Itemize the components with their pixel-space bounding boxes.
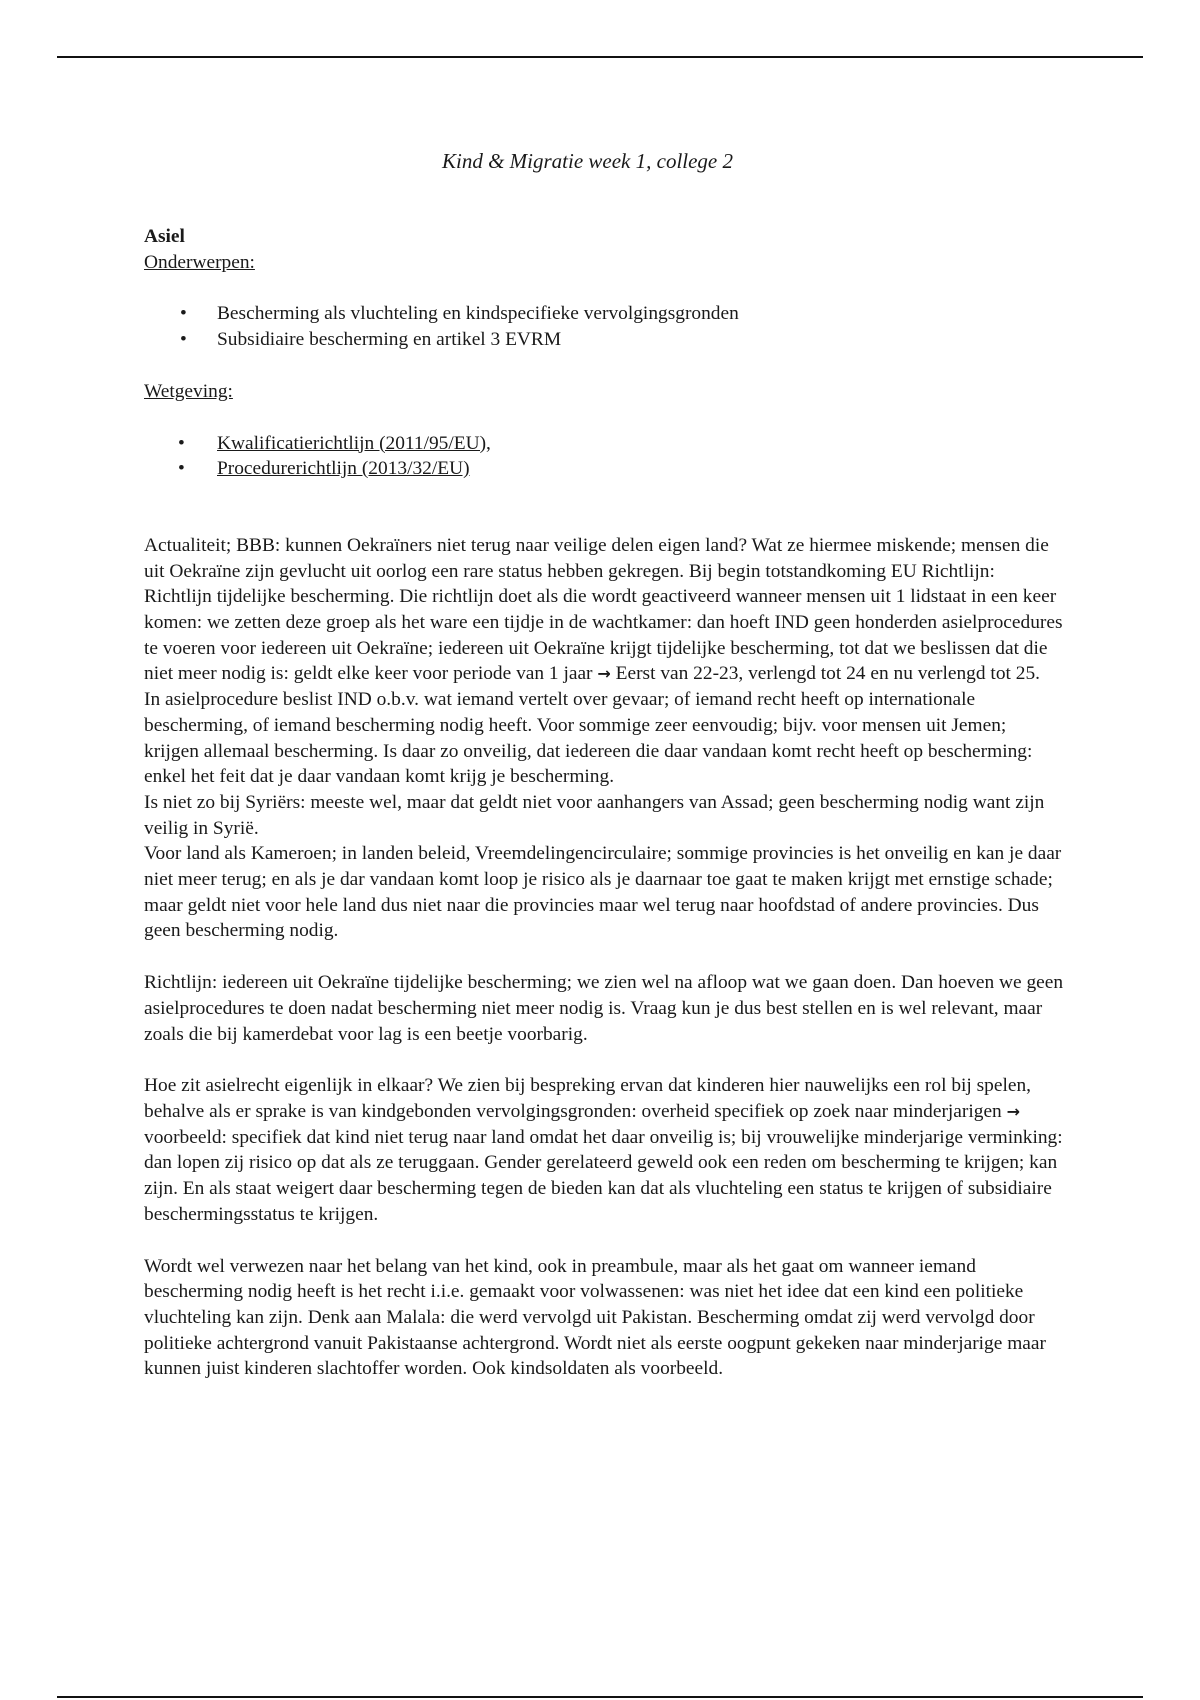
list-item: • Kwalificatierichtlijn (2011/95/EU),	[144, 431, 1064, 457]
top-rule	[57, 56, 1143, 58]
paragraph-actualiteit: Actualiteit; BBB: kunnen Oekraïners niet terug naar veilige delen eigen land? Wat ze hiermee miskende; mensen die uit Oekraïne zijn gevlucht uit oorlog een rare status hebben gekregen. Bij begin totstandkoming EU Richtlijn: Richtlijn tijdelijke bescherming. Die richtlijn doet als die wordt geactiveerd wanneer mensen uit 1 lidstaat in een keer komen: we zetten deze groep als het ware een tijdje in de wachtkamer: dan hoeft IND geen honderden asielprocedures te voeren voor iedereen uit Oekraïne; iedereen uit Oekraïne krijgt tijdelijke bescherming, tot dat we beslissen dat die niet meer nodig is: geldt elke keer voor periode van 1 jaar → Eerst van 22-23, verlengd tot 24 en nu verlengd tot 25.	[144, 534, 1063, 685]
topics-list	[144, 301, 1064, 352]
list-item: • Bescherming als vluchteling en kindspecifieke vervolgingsgronden	[144, 301, 1064, 327]
paragraph-richtlijn: Richtlijn: iedereen uit Oekraïne tijdelijke bescherming; we zien wel na afloop wat we gaan doen. Dan hoeven we geen asielprocedures te doen nadat bescherming niet meer nodig is. Vraag kun je dus best stellen en is wel relevant, maar zoals die bij kamerdebat voor lag is een beetje voorbarig.	[144, 972, 1064, 1045]
section-heading: Asiel	[144, 226, 185, 247]
bullet-icon: •	[178, 432, 185, 454]
arrow-right-icon: →	[597, 664, 611, 684]
page-title: Kind & Migratie week 1, college 2	[441, 149, 734, 173]
bullet-icon: •	[180, 303, 187, 325]
topics-label: Onderwerpen:	[144, 251, 255, 273]
paragraph-asielprocedure: In asielprocedure beslist IND o.b.v. wat iemand vertelt over gevaar; of iemand recht heeft op internationale bescherming, of iemand bescherming nodig heeft. Voor sommige zeer eenvoudig; bijv. voor mensen uit Jemen; krijgen allemaal bescherming. Is daar zo onveilig, dat iedereen die daar vandaan komt recht heeft op bescherming: enkel het feit dat je daar vandaan komt krijg je bescherming.	[144, 689, 1033, 788]
paragraph-syriers: Is niet zo bij Syriërs: meeste wel, maar dat geldt niet voor aanhangers van Assad; geen bescherming nodig want zijn veilig in Syrië.	[144, 791, 1045, 839]
legislation-label: Wetgeving:	[144, 380, 233, 402]
document-body	[144, 224, 1064, 1382]
paragraph-kameroen: Voor land als Kameroen; in landen beleid, Vreemdelingencirculaire; sommige provincies is het onveilig en kan je daar niet meer terug; en als je dar vandaan komt loop je risico als je daarnaar toe gaat te maken krijgt met ernstige schade; maar geldt niet voor hele land dus niet naar die provincies maar wel terug naar hoofdstad of andere provincies. Dus geen bescherming nodig.	[144, 843, 1062, 942]
paragraph-asielrecht: Hoe zit asielrecht eigenlijk in elkaar? We zien bij bespreking ervan dat kinderen hier nauwelijks een rol bij spelen, behalve als er sprake is van kindgebonden vervolgingsgronden: overheid specifiek op zoek naar minderjarigen → voorbeeld: specifiek dat kind niet terug naar land omdat het daar onveilig is; bij vrouwelijke minderjarige verminking: dan lopen zij risico op dat als ze teruggaan. Gender gerelateerd geweld ook een reden om bescherming te krijgen; kan zijn. En als staat weigert daar bescherming tegen de bieden kan dat als vluchteling een status te krijgen of subsidiaire beschermingsstatus te krijgen.	[144, 1075, 1063, 1225]
paragraph-belang-kind: Wordt wel verwezen naar het belang van het kind, ook in preambule, maar als het gaat om wanneer iemand bescherming nodig heeft is het recht i.i.e. gemaakt voor volwassenen: was niet het idee dat een kind een politieke vluchteling kan zijn. Denk aan Malala: die werd vervolgd uit Pakistan. Bescherming omdat zij werd vervolgd door politieke achtergrond vanuit Pakistaanse achtergrond. Wordt niet als eerste oogpunt gekeken naar minderjarige maar kunnen juist kinderen slachtoffer worden. Ook kindsoldaten als voorbeeld.	[144, 1255, 1046, 1380]
bottom-rule	[57, 1696, 1143, 1698]
bullet-icon: •	[178, 458, 185, 480]
legislation-list	[144, 431, 1064, 482]
list-item: • Procedurerichtlijn (2013/32/EU)	[144, 456, 1064, 482]
list-item: • Subsidiaire bescherming en artikel 3 EVRM	[144, 327, 1064, 353]
bullet-icon: •	[180, 329, 187, 351]
arrow-right-icon: →	[1006, 1101, 1021, 1121]
